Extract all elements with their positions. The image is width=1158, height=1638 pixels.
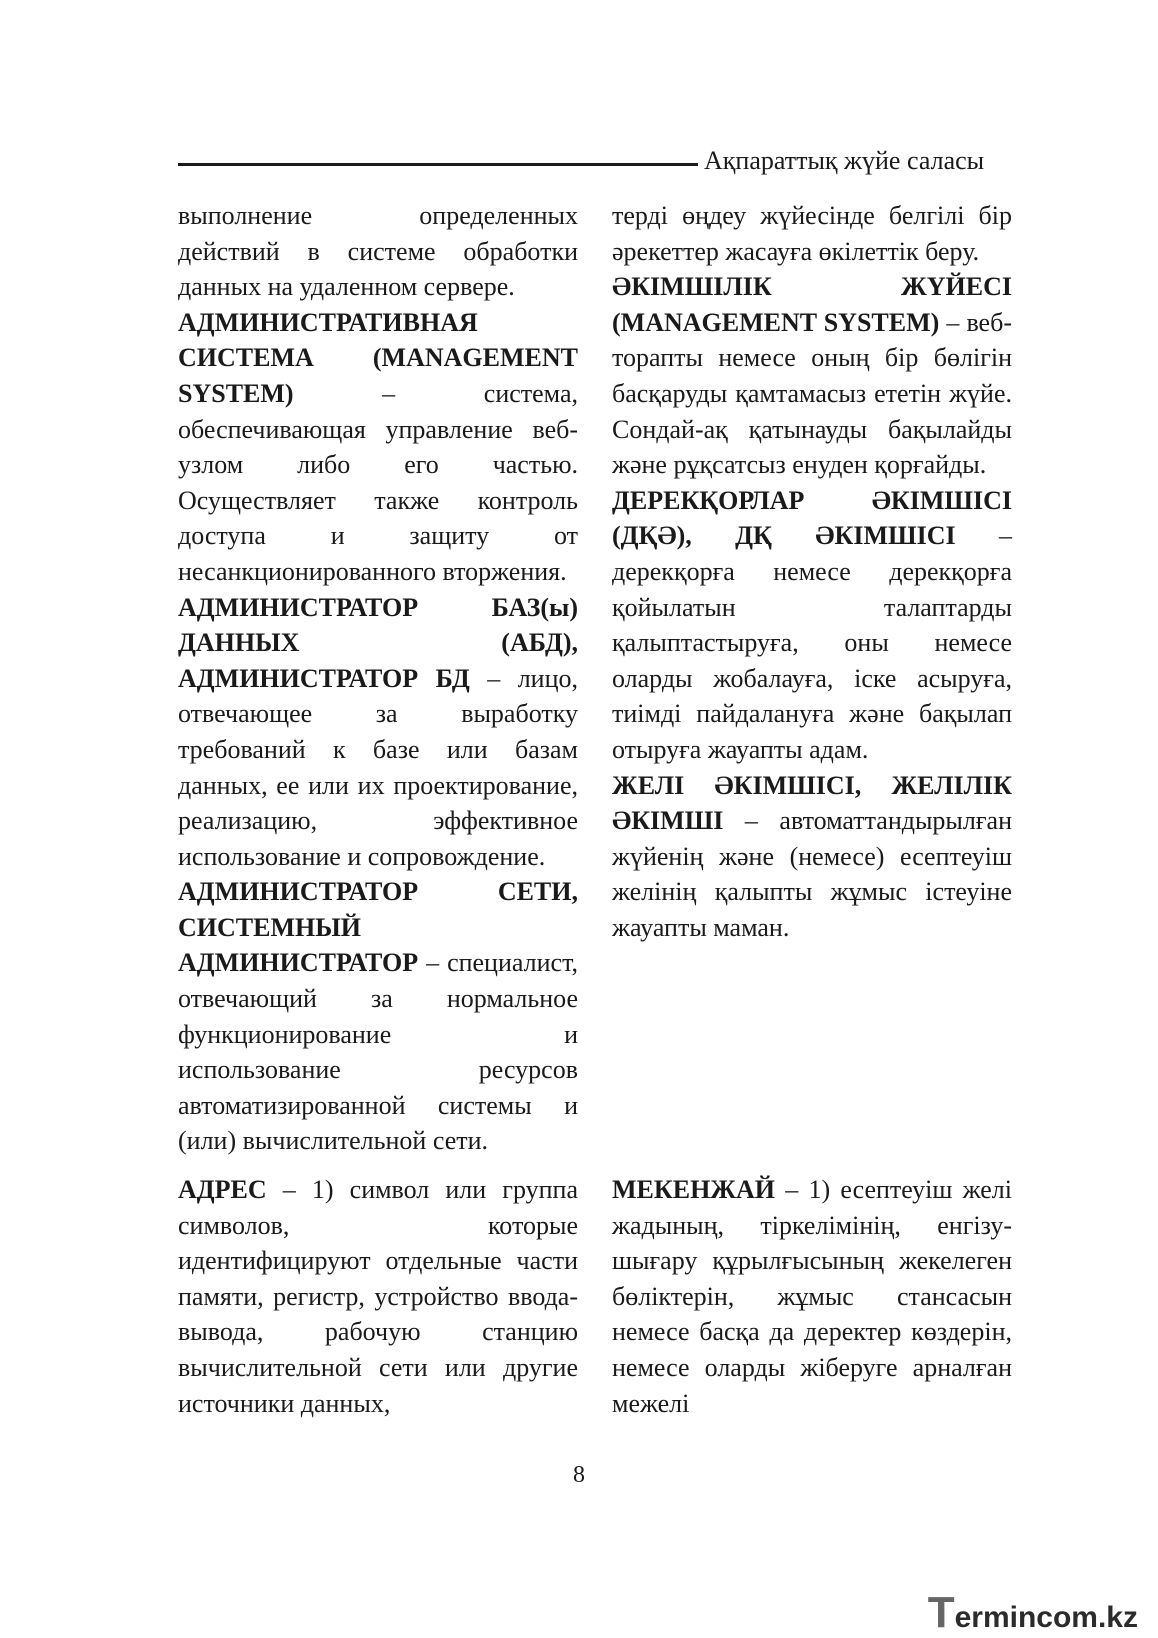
watermark-text: ermincom.kz: [954, 1601, 1138, 1634]
definition: – автоматтандырылған жүйенің және (немесе) есептеуіш желінің қалыпты жұмыс істеуіне жауапты маман.: [612, 806, 1012, 942]
term: АДМИНИСТРАТОР БАЗ(ы) ДАННЫХ (АБД), АДМИНИСТРАТОР БД: [178, 592, 578, 693]
entry-akimshilik-zhuyesi: [612, 269, 1012, 483]
page-number: 8: [573, 1462, 585, 1488]
entry-admin-system: [178, 305, 578, 590]
running-head: Ақпараттық жүйе саласы: [704, 146, 985, 175]
entry-network-admin: [178, 874, 578, 1159]
term: АДМИНИСТРАТОР СЕТИ, СИСТЕМНЫЙ АДМИНИСТРАТОР: [178, 877, 578, 978]
left-column-bottom: [178, 1172, 578, 1421]
entry-db-admin: [178, 590, 578, 875]
definition: – веб-торапты немесе оның бір бөлігін басқаруды қамтамасыз ететін жүйе. Сондай-ақ қатынауды бақылайды және рұқсатсыз енуден қорғайды.: [612, 307, 1012, 480]
definition: – 1) символ или группа символов, которые идентифицируют отдельные части памяти, регистр, устройство ввода-вывода, рабочую станцию вычислительной сети или другие источники данных,: [178, 1175, 578, 1418]
term: МЕКЕНЖАЙ: [612, 1175, 776, 1204]
term: АДРЕС: [178, 1175, 267, 1204]
left-column: [178, 198, 578, 1159]
header-rule: [178, 163, 698, 166]
right-column-bottom: [612, 1172, 1012, 1421]
right-column: [612, 198, 1012, 945]
term: АДМИНИСТРАТИВНАЯ СИСТЕМА (MANAGEMENT SYSTEM): [178, 307, 578, 408]
entry-zheli-akimshisi: [612, 768, 1012, 946]
watermark-prefix: T: [927, 1588, 955, 1637]
watermark-logo: [928, 1588, 1138, 1638]
entry-mekenzhai: [612, 1172, 1012, 1421]
term: ӘКІМШІЛІК ЖҮЙЕСІ (MANAGEMENT SYSTEM): [612, 272, 1012, 337]
right-continuation: терді өңдеу жүйесінде белгілі бір әрекеттер жасауға өкілеттік беру.: [612, 201, 1012, 266]
left-continuation: выполнение определенных действий в системе обработки данных на удаленном сервере.: [178, 201, 578, 302]
definition: – система, обеспечивающая управление веб-узлом либо его частью. Осуществляет также контроль доступа и защиту от несанкционированного вторжения.: [178, 378, 578, 586]
definition: – дерекқорға немесе дерекқорға қойылатын талаптарды қалыптастыруға, оны немесе оларды жобалауға, іске асыруға, тиімді пайдалануға және бақылап отыруға жауапты адам.: [612, 521, 1012, 764]
entry-adres: [178, 1172, 578, 1421]
definition: – лицо, отвечающее за выработку требований к базе или базам данных, ее или их проектирование, реализацию, эффективное использование и сопровождение.: [178, 663, 578, 871]
entry-derekqor-akimshisi: [612, 483, 1012, 768]
definition: – 1) есептеуіш желі жадының, тіркелімінің, енгізу-шығару құрылғысының жекелеген бөліктерін, жұмыс стансасын немесе басқа да деректер көздерін, немесе оларды жіберуге арналған межелі: [612, 1175, 1012, 1418]
definition: – специалист, отвечающий за нормальное функционирование и использование ресурсов автоматизированной системы и (или) вычислительной сети.: [178, 948, 578, 1156]
term: ЖЕЛІ ӘКІМШІСІ, ЖЕЛІЛІК ӘКІМШІ: [612, 770, 1012, 836]
term: ДЕРЕКҚОРЛАР ӘКІМШІСІ (ДҚӘ), ДҚ ӘКІМШІСІ: [612, 485, 1012, 551]
